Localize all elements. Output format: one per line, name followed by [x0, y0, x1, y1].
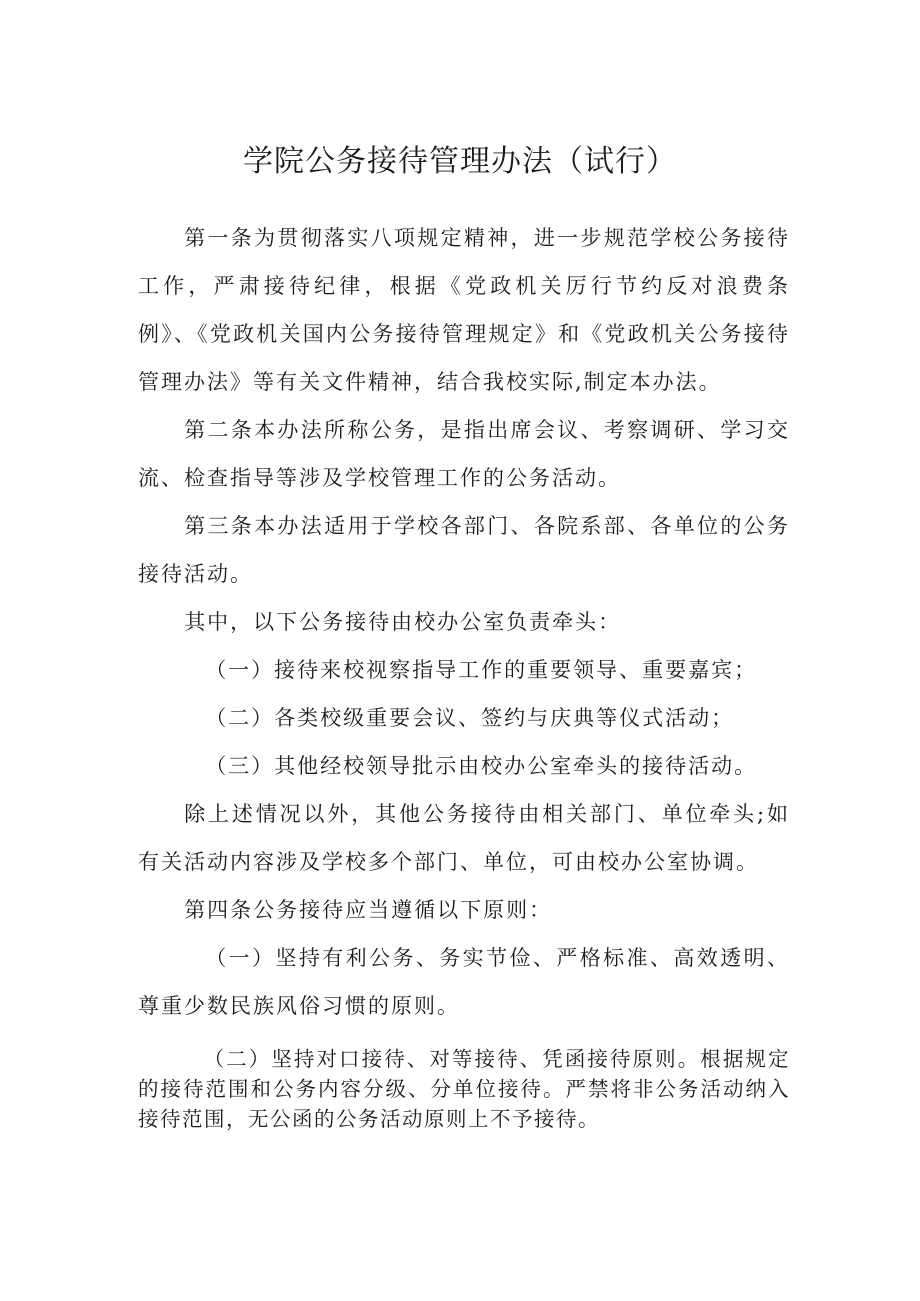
article-3-note-paragraph: 除上述情况以外，其他公务接待由相关部门、单位牵头;如有关活动内容涉及学校多个部门、单位，可由校办公室协调。 — [138, 802, 790, 874]
article-2-paragraph: 第二条本办法所称公务，是指出席会议、考察调研、学习交流、检查指导等涉及学校管理工作的公务活动。 — [138, 418, 790, 490]
article-4-item-2: （二）坚持对口接待、对等接待、凭函接待原则。根据规定的接待范围和公务内容分级、分单位接待。严禁将非公务活动纳入接待范围，无公函的公务活动原则上不予接待。 — [138, 1047, 790, 1131]
article-3-item-2: （二）各类校级重要会议、签约与庆典等仪式活动； — [205, 706, 735, 730]
document-title: 学院公务接待管理办法（试行） — [243, 144, 677, 179]
article-3-item-1: （一）接待来校视察指导工作的重要领导、重要嘉宾； — [205, 658, 758, 682]
document-body — [138, 214, 790, 1134]
article-4-paragraph: 第四条公务接待应当遵循以下原则： — [184, 898, 553, 922]
article-3-item-3: （三）其他经校领导批示由校办公室牵头的接待活动。 — [205, 754, 758, 778]
article-1-paragraph: 第一条为贯彻落实八项规定精神，进一步规范学校公务接待工作，严肃接待纪律，根据《党政机关厉行节约反对浪费条例》、《党政机关国内公务接待管理规定》和《党政机关公务接待管理办法》等有关文件精神，结合我校实际,制定本办法。 — [138, 226, 790, 394]
article-4-item-1: （一）坚持有利公务、务实节俭、严格标准、高效透明、尊重少数民族风俗习惯的原则。 — [138, 946, 790, 1018]
article-3-paragraph: 第三条本办法适用于学校各部门、各院系部、各单位的公务接待活动。 — [138, 514, 790, 586]
article-3-intro-paragraph: 其中，以下公务接待由校办公室负责牵头： — [184, 610, 622, 634]
